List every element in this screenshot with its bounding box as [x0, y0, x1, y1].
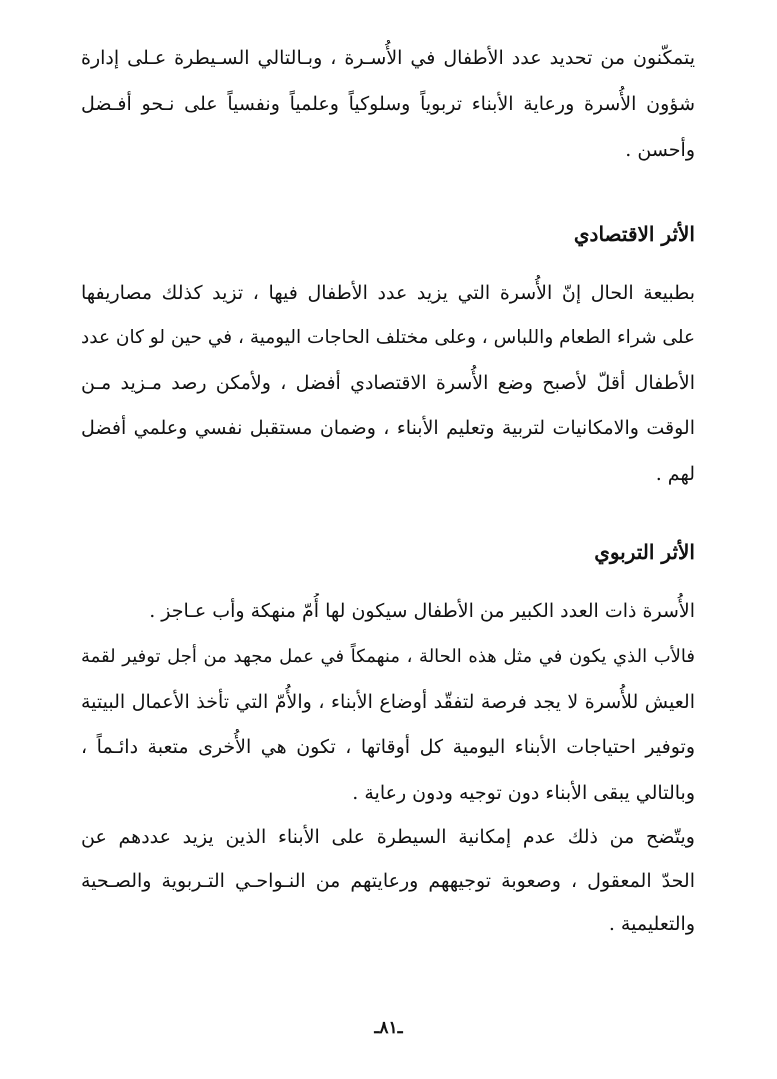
paragraph-line: فالأب الذي يكون في مثل هذه الحالة ، منهمكاً في عمل مجهد من أجل توفير لقمة	[81, 646, 695, 667]
paragraph-line: شؤون الأُسرة ورعاية الأبناء تربوياً وسلوكياً وعلمياً ونفسياً على نـحو أفـضل	[81, 93, 695, 115]
paragraph-line: لهم .	[655, 463, 695, 485]
paragraph-line: والتعليمية .	[608, 913, 695, 935]
paragraph-line: وتوفير احتياجات الأبناء اليومية كل أوقاتها ، تكون هي الأُخرى متعبة دائـماً ،	[81, 736, 695, 758]
paragraph-line: العيش للأُسرة لا يجد فرصة لتفقّد أوضاع الأبناء ، والأُمّ التي تأخذ الأعمال البيتية	[81, 691, 695, 713]
paragraph-line: بطبيعة الحال إنّ الأُسرة التي يزيد عدد الأطفال فيها ، تزيد كذلك مصاريفها	[81, 282, 695, 304]
section-heading-educational: الأثر التربوي	[594, 540, 695, 564]
paragraph-line: الوقت والامكانيات لتربية وتعليم الأبناء ، وضمان مستقبل نفسي وعلمي أفضل	[81, 417, 695, 439]
paragraph-line: يتمكّنون من تحديد عدد الأطفال في الأُسـرة ، وبـالتالي السـيطرة عـلى إدارة	[81, 47, 695, 69]
paragraph-line: وأحسن .	[625, 139, 695, 161]
paragraph-line: الأُسرة ذات العدد الكبير من الأطفال سيكون لها أُمّ منهكة وأب عـاجز .	[149, 600, 695, 622]
paragraph-line: ويتّضح من ذلك عدم إمكانية السيطرة على الأبناء الذين يزيد عددهم عن	[81, 826, 695, 848]
section-heading-economic: الأثر الاقتصادي	[573, 222, 695, 246]
paragraph-line: الأطفال أقلّ لأصبح وضع الأُسرة الاقتصادي أفضل ، ولأمكن رصد مـزيد مـن	[81, 372, 695, 394]
page-number: ـ٨١ـ	[374, 1018, 403, 1038]
paragraph-line: على شراء الطعام واللباس ، وعلى مختلف الحاجات اليومية ، في حين لو كان عدد	[81, 327, 695, 348]
paragraph-line: وبالتالي يبقى الأبناء دون توجيه ودون رعاية .	[352, 782, 695, 804]
paragraph-line: الحدّ المعقول ، وصعوبة توجيههم ورعايتهم من النـواحـي التـربوية والصـحية	[81, 870, 695, 892]
